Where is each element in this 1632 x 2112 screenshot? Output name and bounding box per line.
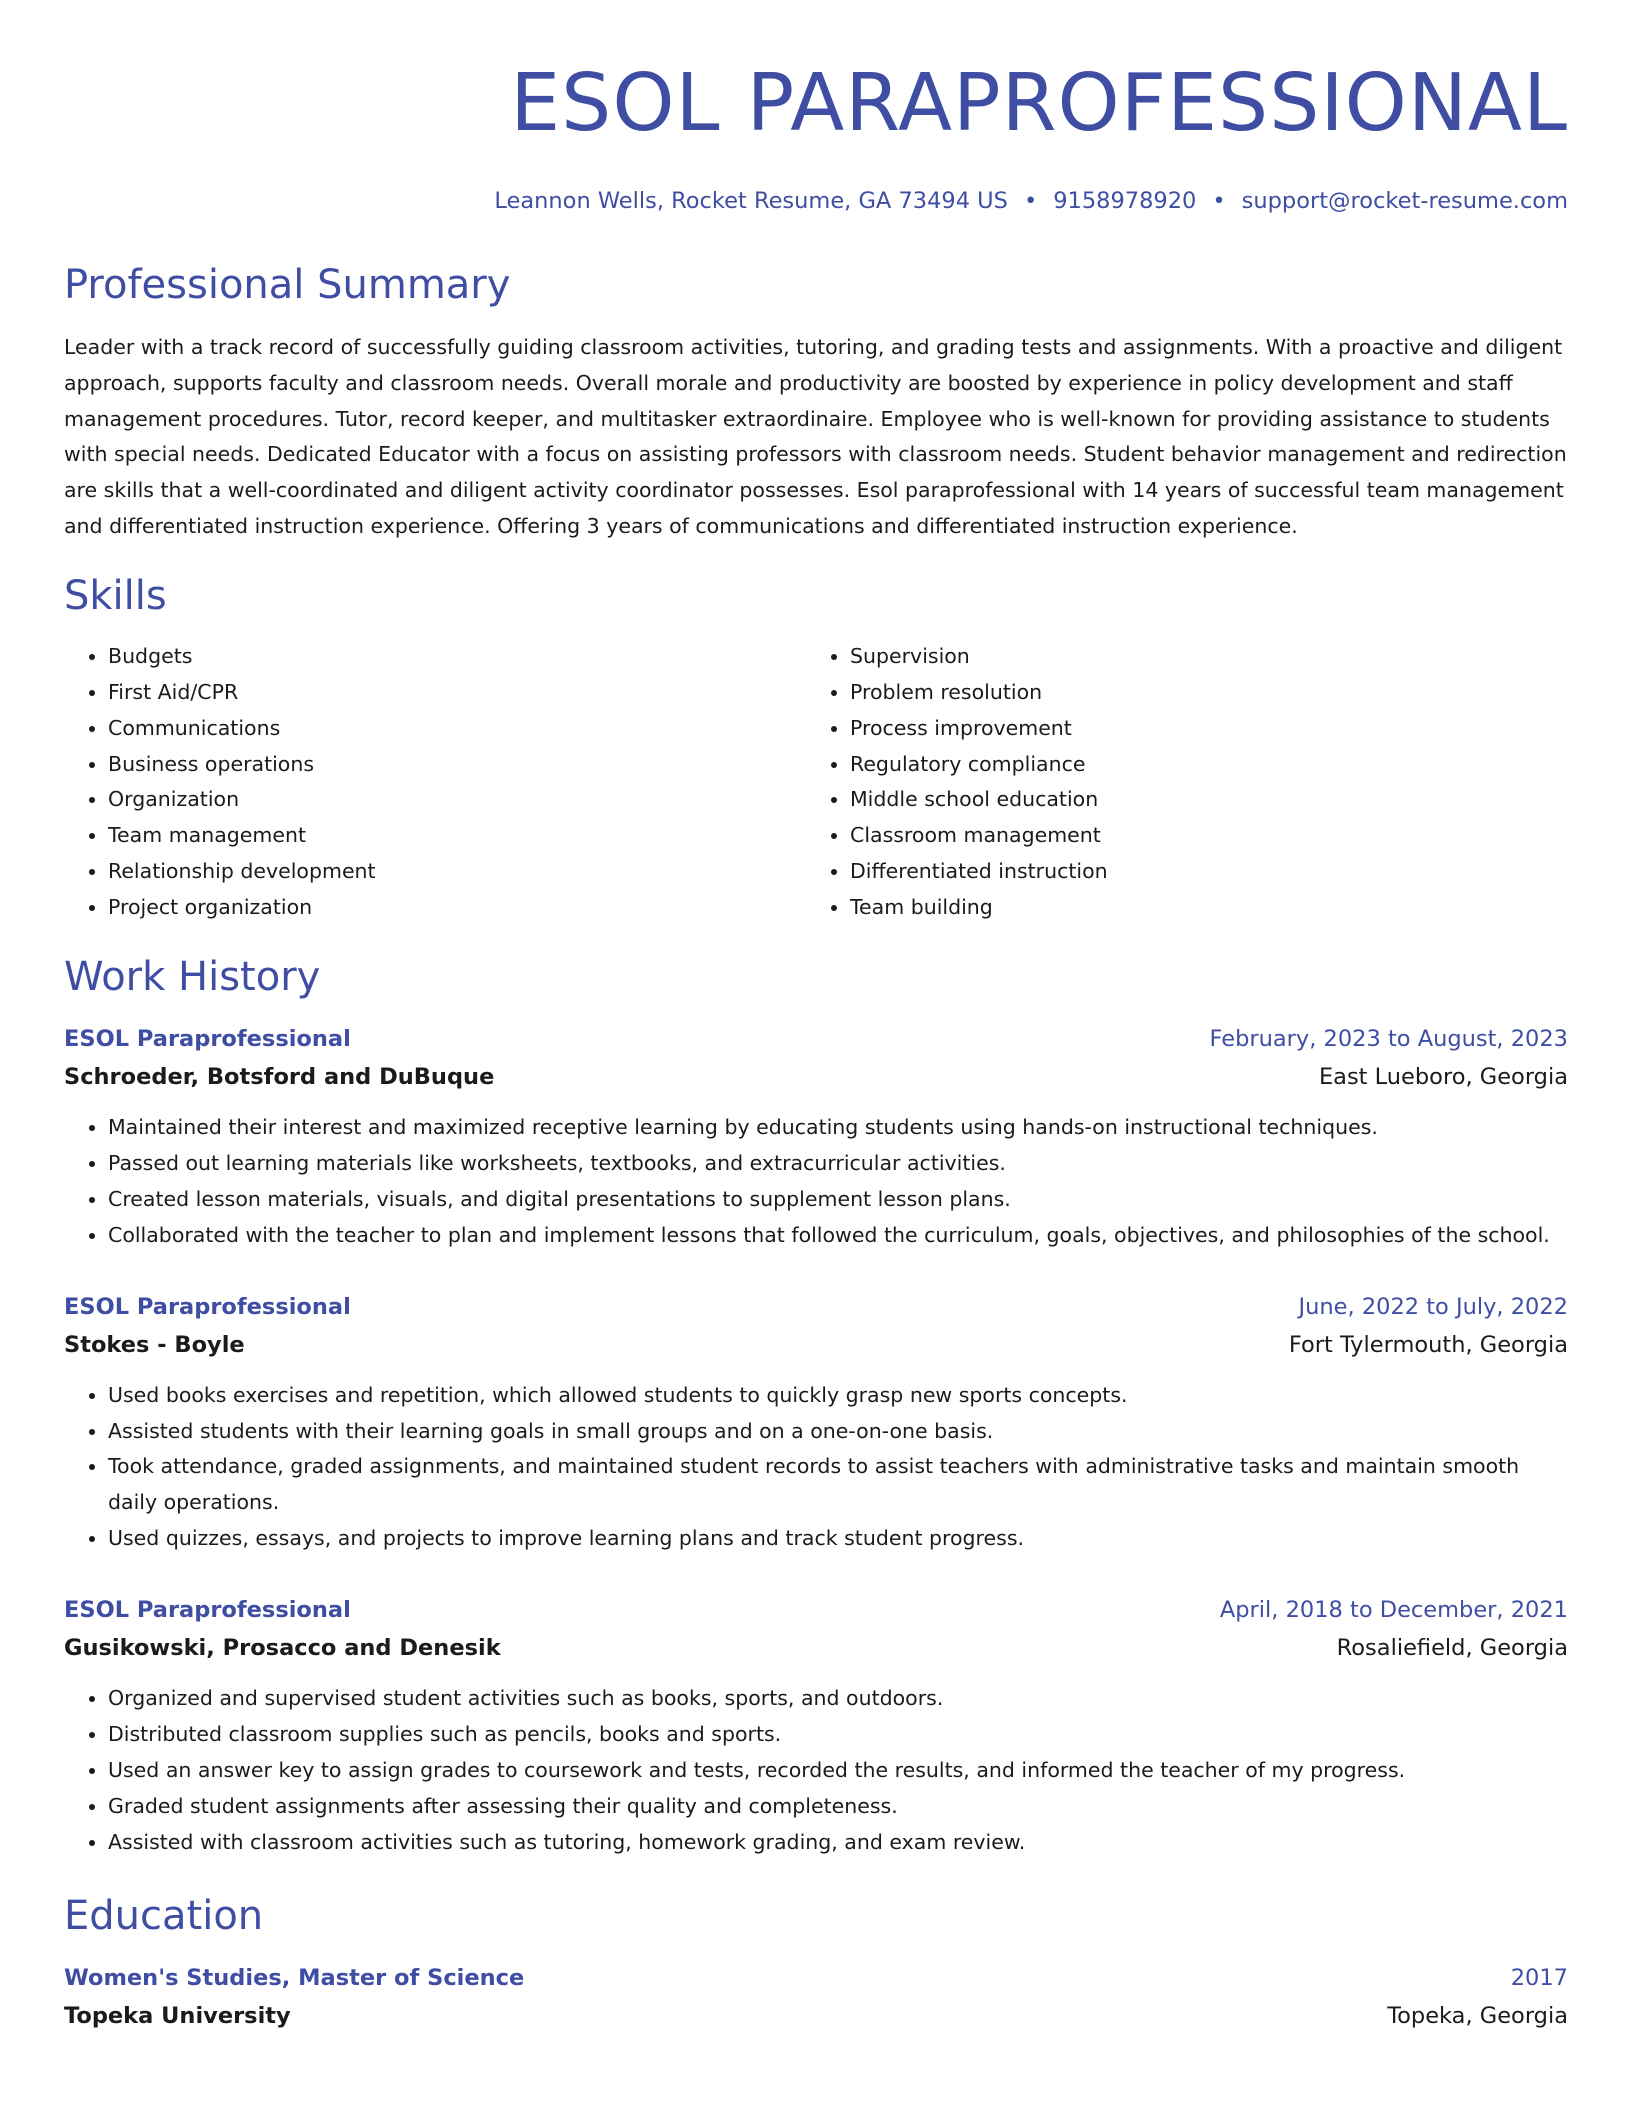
skills-list-left [64,639,806,926]
education-subheader [64,1997,1568,2035]
job-location: Rosaliefield, Georgia [1336,1635,1568,1662]
job-subheader [64,1629,1568,1667]
job-employer: Schroeder, Botsford and DuBuque [64,1064,495,1091]
education-section [64,1891,1568,2035]
job-bullet: • Used quizzes, essays, and projects to improve learning plans and track student progress. [108,1521,1568,1557]
job-dates: April, 2018 to December, 2021 [1219,1597,1568,1624]
skills-section [64,571,1568,926]
education-header [64,1959,1568,1997]
education-year: 2017 [1510,1964,1568,1991]
job-entry [64,1020,1568,1254]
skill-item: • Communications [108,711,806,747]
job-bullet: • Assisted with classroom activities such as tutoring, homework grading, and exam review. [108,1825,1568,1861]
contact-phone: 9158978920 [1053,188,1197,214]
contact-email: support@rocket-resume.com [1241,188,1568,214]
skill-item: • Relationship development [108,854,806,890]
job-bullet: • Graded student assignments after assessing their quality and completeness. [108,1789,1568,1825]
skill-item: • Team management [108,818,806,854]
job-entry [64,1288,1568,1558]
job-bullets [64,1681,1568,1861]
job-bullet: • Assisted students with their learning goals in small groups and on a one-on-one basis. [108,1414,1568,1450]
summary-section [64,260,1568,545]
skill-item: • Supervision [850,639,1548,675]
skills-list-right [806,639,1548,926]
job-bullets [64,1378,1568,1558]
contact-separator: • [1023,188,1038,214]
skill-item: • Organization [108,782,806,818]
skill-item: • Team building [850,890,1548,926]
resume-title: ESOL PARAPROFESSIONAL [510,57,1568,149]
job-employer: Gusikowski, Prosacco and Denesik [64,1635,501,1662]
job-bullet: • Created lesson materials, visuals, and digital presentations to supplement lesson plans. [108,1182,1568,1218]
job-header [64,1591,1568,1629]
contact-address: Leannon Wells, Rocket Resume, GA 73494 US [494,188,1008,214]
education-entry [64,1959,1568,2035]
job-dates: June, 2022 to July, 2022 [1298,1293,1568,1320]
section-title-education: Education [64,1892,264,1939]
skill-item: • Process improvement [850,711,1548,747]
job-bullet: • Passed out learning materials like worksheets, textbooks, and extracurricular activities. [108,1146,1568,1182]
work-history-section [64,952,1568,1861]
job-subheader [64,1058,1568,1096]
skill-item: • Problem resolution [850,675,1548,711]
section-title-work-history: Work History [64,954,321,1001]
job-header [64,1288,1568,1326]
job-employer: Stokes - Boyle [64,1331,245,1358]
education-location: Topeka, Georgia [1387,2002,1568,2029]
job-location: Fort Tylermouth, Georgia [1288,1331,1568,1358]
job-bullet: • Used an answer key to assign grades to coursework and tests, recorded the results, and informed the teacher of my progress. [108,1753,1568,1789]
job-title: ESOL Paraprofessional [64,1597,351,1624]
job-title: ESOL Paraprofessional [64,1293,351,1320]
skill-item: • Differentiated instruction [850,854,1548,890]
job-entry [64,1591,1568,1861]
contact-line [64,186,1568,216]
education-school: Topeka University [64,2002,291,2029]
job-bullet: • Used books exercises and repetition, which allowed students to quickly grasp new sports concepts. [108,1378,1568,1414]
skill-item: • Budgets [108,639,806,675]
section-title-summary: Professional Summary [64,262,511,308]
summary-text: Leader with a track record of successfully guiding classroom activities, tutoring, and grading tests and assignments. With a proactive and diligent approach, supports faculty and classroom needs. Overall morale and productivity are boosted by experience in policy development and staff management procedures. Tutor, record keeper, and multitasker extraordinaire. Employee who is well-known for providing assistance to students with special needs. Dedicated Educator with a focus on assisting professors with classroom needs. Student behavior management and redirection are skills that a well-coordinated and diligent activity coordinator possesses. Esol paraprofessional with 14 years of successful team management and differentiated instruction experience. Offering 3 years of communications and differentiated instruction experience. [64,335,1567,538]
skill-item: • Classroom management [850,818,1548,854]
job-bullet: • Distributed classroom supplies such as pencils, books and sports. [108,1717,1568,1753]
section-title-skills: Skills [64,572,167,619]
job-bullets [64,1110,1568,1254]
education-degree: Women's Studies, Master of Science [64,1964,525,1991]
skills-columns [64,639,1568,926]
job-bullet: • Took attendance, graded assignments, and maintained student records to assist teachers with administrative tasks and maintain smooth daily operations. [108,1449,1568,1521]
job-header [64,1020,1568,1058]
job-bullet: • Organized and supervised student activities such as books, sports, and outdoors. [108,1681,1568,1717]
skill-item: • First Aid/CPR [108,675,806,711]
skill-item: • Regulatory compliance [850,747,1548,783]
job-title: ESOL Paraprofessional [64,1026,351,1053]
job-bullet: • Maintained their interest and maximized receptive learning by educating students using hands-on instructional techniques. [108,1110,1568,1146]
job-location: East Lueboro, Georgia [1318,1064,1568,1091]
skill-item: • Business operations [108,747,806,783]
skill-item: • Project organization [108,890,806,926]
job-bullet: • Collaborated with the teacher to plan and implement lessons that followed the curriculum, goals, objectives, and philosophies of the school. [108,1218,1568,1254]
contact-separator: • [1212,188,1226,214]
job-dates: February, 2023 to August, 2023 [1209,1026,1568,1053]
skill-item: • Middle school education [850,782,1548,818]
job-subheader [64,1326,1568,1364]
